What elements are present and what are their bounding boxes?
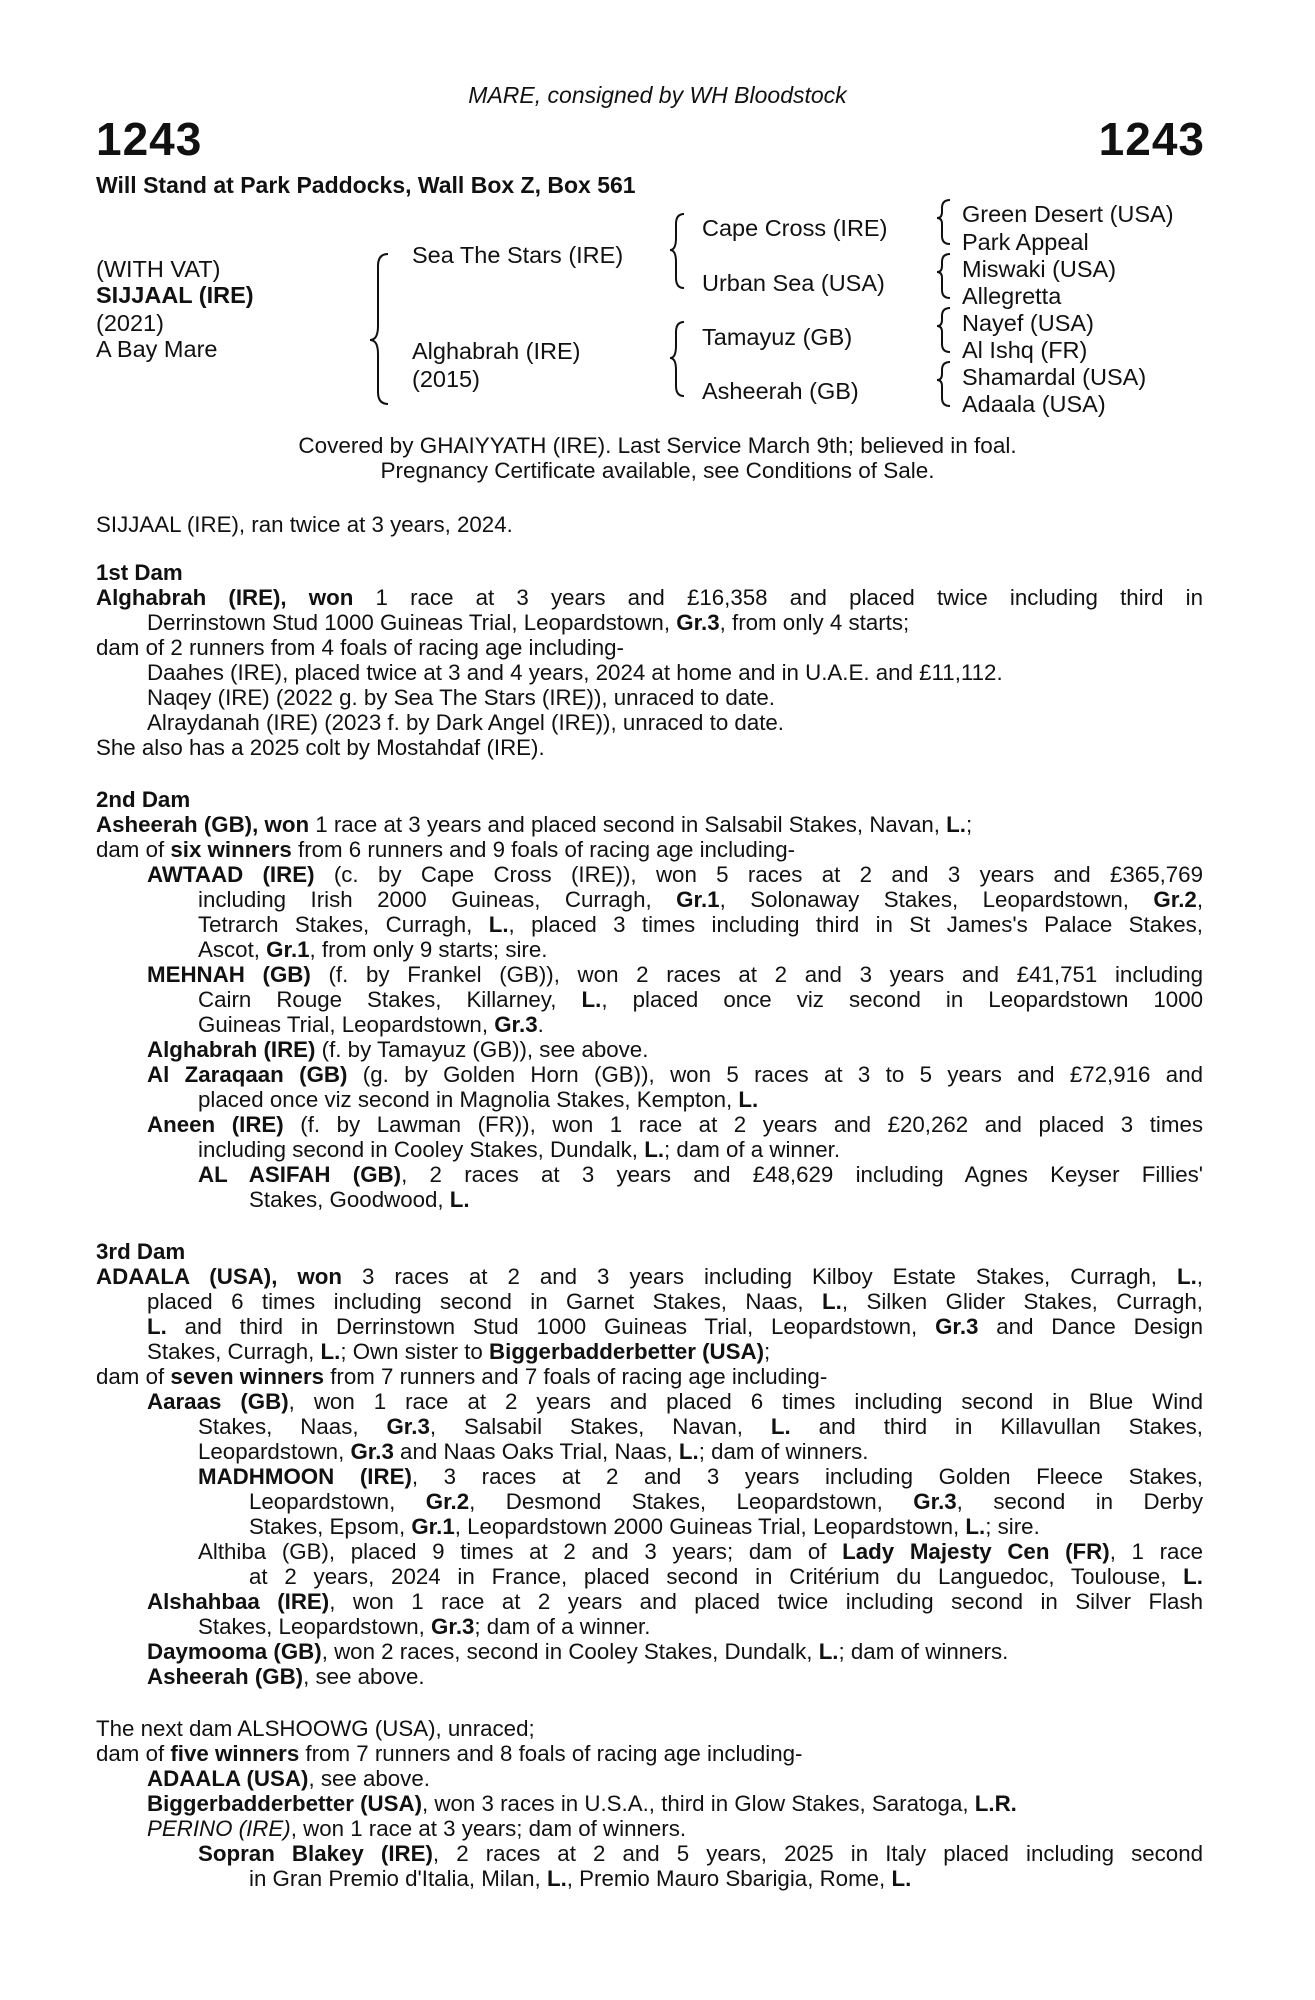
- first-dam-line-2: Derrinstown Stud 1000 Guineas Trial, Leopardstown, Gr.3, from only 4 starts;: [147, 610, 910, 635]
- aaraas-line-3: Leopardstown, Gr.3 and Naas Oaks Trial, Naas, L.; dam of winners.: [198, 1439, 869, 1464]
- al-asifah-line-1: AL ASIFAH (GB), 2 races at 3 years and £48,629 including Agnes Keyser Fillies': [198, 1162, 1203, 1187]
- pedigree-dds: Shamardal (USA): [962, 364, 1147, 390]
- horse-year: (2021): [96, 310, 164, 336]
- lot-number-left: 1243: [96, 113, 203, 165]
- mehnah-line-2: Cairn Rouge Stakes, Killarney, L., placed once viz second in Leopardstown 1000: [198, 987, 1204, 1012]
- vat-label: (WITH VAT): [96, 256, 221, 282]
- first-dam-produce-1: Daahes (IRE), placed twice at 3 and 4 years, 2024 at home and in U.A.E. and £11,112.: [147, 660, 1003, 685]
- awtaad-line-3: Tetrarch Stakes, Curragh, L., placed 3 times including third in St James's Palace Stakes,: [198, 912, 1203, 937]
- awtaad-line-4: Ascot, Gr.1, from only 9 starts; sire.: [198, 937, 548, 962]
- pedigree-sds: Miswaki (USA): [962, 256, 1117, 282]
- alshahbaa-line-1: Alshahbaa (IRE), won 1 race at 2 years and placed twice including second in Silver Flash: [147, 1589, 1203, 1614]
- pedigree-ddd: Adaala (USA): [962, 391, 1106, 417]
- second-dam-line-2: dam of six winners from 6 runners and 9 foals of racing age including-: [96, 837, 796, 862]
- asheerah-line: Asheerah (GB), see above.: [147, 1664, 425, 1689]
- madhmoon-line-2: Leopardstown, Gr.2, Desmond Stakes, Leopardstown, Gr.3, second in Derby: [249, 1489, 1204, 1514]
- third-dam-line-1: ADAALA (USA), won 3 races at 2 and 3 years including Kilboy Estate Stakes, Curragh, L.,: [96, 1264, 1203, 1289]
- first-dam-produce-2: Naqey (IRE) (2022 g. by Sea The Stars (IRE)), unraced to date.: [147, 685, 775, 710]
- first-dam-line-1: Alghabrah (IRE), won 1 race at 3 years and £16,358 and placed twice including third in: [96, 585, 1203, 610]
- perino-line: PERINO (IRE), won 1 race at 3 years; dam of winners.: [147, 1816, 687, 1841]
- pedigree-sdd: Allegretta: [962, 283, 1062, 309]
- second-dam-line-1: Asheerah (GB), won 1 race at 3 years and placed second in Salsabil Stakes, Navan, L.;: [96, 812, 973, 837]
- aneen-line-2: including second in Cooley Stakes, Dundalk, L.; dam of a winner.: [198, 1137, 841, 1162]
- aaraas-line-1: Aaraas (GB), won 1 race at 2 years and placed 6 times including second in Blue Wind: [147, 1389, 1203, 1414]
- covered-line-1: Covered by GHAIYYATH (IRE). Last Service March 9th; believed in foal.: [298, 433, 1017, 458]
- alghabrah-line: Alghabrah (IRE) (f. by Tamayuz (GB)), see above.: [147, 1037, 649, 1062]
- madhmoon-line-1: MADHMOON (IRE), 3 races at 2 and 3 years including Golden Fleece Stakes,: [198, 1464, 1203, 1489]
- althiba-line-1: Althiba (GB), placed 9 times at 2 and 3 years; dam of Lady Majesty Cen (FR), 1 race: [198, 1539, 1203, 1564]
- alshahbaa-line-2: Stakes, Leopardstown, Gr.3; dam of a winner.: [198, 1614, 651, 1639]
- next-dam-line-1: The next dam ALSHOOWG (USA), unraced;: [96, 1716, 535, 1741]
- first-dam-line-7: She also has a 2025 colt by Mostahdaf (IRE).: [96, 735, 545, 760]
- first-dam-heading: 1st Dam: [96, 560, 183, 585]
- al-zaraqaan-line-2: placed once viz second in Magnolia Stakes, Kempton, L.: [198, 1087, 759, 1112]
- pedigree-sire-sire: Cape Cross (IRE): [702, 215, 888, 241]
- third-dam-line-5: dam of seven winners from 7 runners and 7 foals of racing age including-: [96, 1364, 828, 1389]
- pedigree-dam-year: (2015): [412, 366, 480, 392]
- pedigree-dam-sire: Tamayuz (GB): [702, 324, 853, 350]
- first-dam-produce-3: Alraydanah (IRE) (2023 f. by Dark Angel (IRE)), unraced to date.: [147, 710, 785, 735]
- awtaad-line-1: AWTAAD (IRE) (c. by Cape Cross (IRE)), won 5 races at 2 and 3 years and £365,769: [147, 862, 1203, 887]
- third-dam-line-4: Stakes, Curragh, L.; Own sister to Biggerbadderbetter (USA);: [147, 1339, 771, 1364]
- aaraas-line-2: Stakes, Naas, Gr.3, Salsabil Stakes, Navan, L. and third in Killavullan Stakes,: [198, 1414, 1203, 1439]
- adaala-line: ADAALA (USA), see above.: [147, 1766, 430, 1791]
- pedigree-ssd: Park Appeal: [962, 229, 1089, 255]
- aneen-line-1: Aneen (IRE) (f. by Lawman (FR)), won 1 race at 2 years and £20,262 and placed 3 times: [147, 1112, 1203, 1137]
- mehnah-line-3: Guineas Trial, Leopardstown, Gr.3.: [198, 1012, 544, 1037]
- biggerbadderbetter-line: Biggerbadderbetter (USA), won 3 races in U.S.A., third in Glow Stakes, Saratoga, L.R.: [147, 1791, 1017, 1816]
- third-dam-heading: 3rd Dam: [96, 1239, 186, 1264]
- al-zaraqaan-line-1: Al Zaraqaan (GB) (g. by Golden Horn (GB)), won 5 races at 3 to 5 years and £72,916 and: [147, 1062, 1203, 1087]
- madhmoon-line-3: Stakes, Epsom, Gr.1, Leopardstown 2000 Guineas Trial, Leopardstown, L.; sire.: [249, 1514, 1040, 1539]
- mehnah-line-1: MEHNAH (GB) (f. by Frankel (GB)), won 2 races at 2 and 3 years and £41,751 including: [147, 962, 1203, 987]
- next-dam-line-2: dam of five winners from 7 runners and 8 foals of racing age including-: [96, 1741, 803, 1766]
- al-asifah-line-2: Stakes, Goodwood, L.: [249, 1187, 470, 1212]
- pedigree-dam-dam: Asheerah (GB): [702, 378, 859, 404]
- horse-name: SIJJAAL (IRE): [96, 282, 254, 308]
- lot-number-right: 1243: [1098, 113, 1205, 165]
- third-dam-line-3: L. and third in Derrinstown Stud 1000 Guineas Trial, Leopardstown, Gr.3 and Dance Design: [147, 1314, 1203, 1339]
- daymooma-line: Daymooma (GB), won 2 races, second in Cooley Stakes, Dundalk, L.; dam of winners.: [147, 1639, 1009, 1664]
- pedigree-sire: Sea The Stars (IRE): [412, 242, 624, 268]
- awtaad-line-2: including Irish 2000 Guineas, Curragh, Gr.1, Solonaway Stakes, Leopardstown, Gr.2,: [198, 887, 1204, 912]
- lot-subtitle: MARE, consigned by WH Bloodstock: [468, 82, 847, 108]
- pedigree-sss: Green Desert (USA): [962, 201, 1174, 227]
- horse-description: A Bay Mare: [96, 336, 218, 362]
- pedigree-sire-dam: Urban Sea (USA): [702, 270, 885, 296]
- pedigree-dam: Alghabrah (IRE): [412, 338, 581, 364]
- stand-location: Will Stand at Park Paddocks, Wall Box Z, Box 561: [96, 172, 636, 198]
- race-record-intro: SIJJAAL (IRE), ran twice at 3 years, 2024.: [96, 512, 513, 537]
- althiba-line-2: at 2 years, 2024 in France, placed second in Critérium du Languedoc, Toulouse, L.: [249, 1564, 1203, 1589]
- third-dam-line-2: placed 6 times including second in Garnet Stakes, Naas, L., Silken Glider Stakes, Curragh,: [147, 1289, 1203, 1314]
- second-dam-heading: 2nd Dam: [96, 787, 191, 812]
- pedigree-dss: Nayef (USA): [962, 310, 1094, 336]
- pedigree-dsd: Al Ishq (FR): [962, 337, 1088, 363]
- covered-line-2: Pregnancy Certificate available, see Conditions of Sale.: [380, 458, 935, 483]
- sopran-blakey-line-1: Sopran Blakey (IRE), 2 races at 2 and 5 years, 2025 in Italy placed including second: [198, 1841, 1203, 1866]
- first-dam-line-3: dam of 2 runners from 4 foals of racing age including-: [96, 635, 624, 660]
- sopran-blakey-line-2: in Gran Premio d'Italia, Milan, L., Premio Mauro Sbarigia, Rome, L.: [249, 1866, 912, 1891]
